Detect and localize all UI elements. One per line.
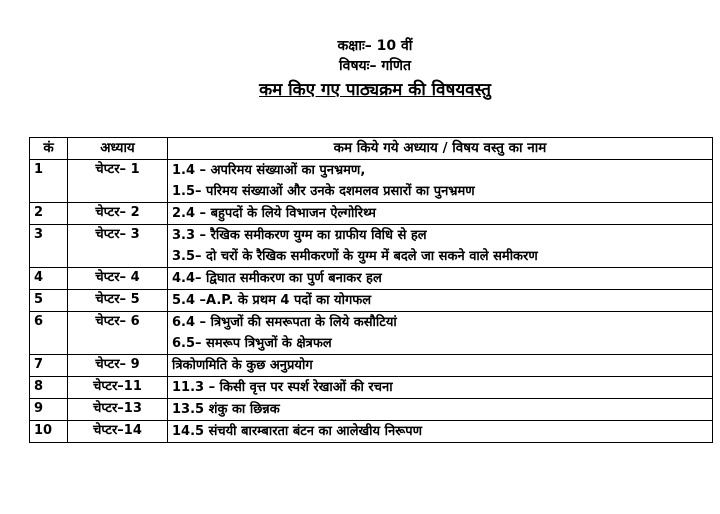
row-chapter: चेप्टर– 6 (68, 312, 168, 355)
topic-line: 2.4 – बहुपदों के लिये विभाजन ऐल्गोरिथ्म (172, 206, 376, 221)
topic-line: 1.4 – अपरिमय संख्याओं का पुनभ्रमण, (172, 163, 366, 178)
topic-line: 6.5– समरूप त्रिभुजों के क्षेत्रफल (172, 336, 332, 351)
row-chapter: चेप्टर– 2 (68, 203, 168, 225)
row-chapter: चेप्टर–14 (68, 421, 168, 443)
subject-label: विषयः– गणित (339, 58, 411, 74)
table-row (30, 160, 713, 203)
topic-line: 14.5 संचयी बारम्बारता बंटन का आलेखीय निरूपण (172, 424, 423, 439)
header-topics: कम किये गये अध्याय / विषय वस्तु का नाम (168, 138, 713, 160)
row-chapter: चेप्टर– 9 (68, 355, 168, 377)
class-label: कक्षाः– 10 वीं (337, 38, 413, 54)
row-number: 3 (30, 225, 68, 268)
topic-line: 1.5– परिमय संख्याओं और उनके दशमलव प्रसारों का पुनभ्रमण (172, 184, 475, 199)
table-row (30, 203, 713, 225)
topic-line: 6.4 – त्रिभुजों की समरूपता के लिये कसौटियां (172, 315, 397, 330)
row-topics (168, 225, 713, 268)
row-topics (168, 377, 713, 399)
table-row (30, 355, 713, 377)
row-topics (168, 355, 713, 377)
document-header (0, 36, 720, 103)
row-chapter: चेप्टर– 5 (68, 290, 168, 312)
document-title: कम किए गए पाठ्यक्रम की विषयवस्तु (259, 80, 491, 100)
row-topics (168, 268, 713, 290)
topic-line: 4.4– द्विघात समीकरण का पुर्ण बनाकर हल (172, 271, 382, 286)
row-topics (168, 290, 713, 312)
row-chapter: चेप्टर–11 (68, 377, 168, 399)
row-chapter: चेप्टर–13 (68, 399, 168, 421)
row-number: 2 (30, 203, 68, 225)
row-number: 1 (30, 160, 68, 203)
table-row (30, 399, 713, 421)
row-number: 6 (30, 312, 68, 355)
row-number: 5 (30, 290, 68, 312)
row-topics (168, 160, 713, 203)
topic-line: 3.5– दो चरों के रैखिक समीकरणों के युग्म में बदले जा सकने वाले समीकरण (172, 249, 538, 264)
reduced-syllabus-table (29, 137, 713, 443)
table-row (30, 421, 713, 443)
table-row (30, 290, 713, 312)
row-number: 4 (30, 268, 68, 290)
row-number: 9 (30, 399, 68, 421)
row-topics (168, 399, 713, 421)
topic-line: 5.4 –A.P. के प्रथम 4 पदों का योगफल (172, 293, 372, 308)
header-number: कं (30, 138, 68, 160)
row-number: 7 (30, 355, 68, 377)
table-row (30, 225, 713, 268)
row-number: 8 (30, 377, 68, 399)
table-row (30, 377, 713, 399)
row-number: 10 (30, 421, 68, 443)
header-chapter: अध्याय (68, 138, 168, 160)
row-chapter: चेप्टर– 4 (68, 268, 168, 290)
table-row (30, 312, 713, 355)
row-topics (168, 203, 713, 225)
row-topics (168, 312, 713, 355)
topic-line: 11.3 – किसी वृत्त पर स्पर्श रेखाओं की रचना (172, 380, 393, 395)
row-chapter: चेप्टर– 1 (68, 160, 168, 203)
topic-line: त्रिकोणमिति के कुछ अनुप्रयोग (172, 358, 313, 373)
table-row (30, 268, 713, 290)
row-topics (168, 421, 713, 443)
row-chapter: चेप्टर– 3 (68, 225, 168, 268)
table-header-row (30, 138, 713, 160)
topic-line: 13.5 शंकु का छिन्नक (172, 402, 280, 417)
topic-line: 3.3 – रैखिक समीकरण युग्म का ग्राफीय विधि से हल (172, 228, 427, 243)
